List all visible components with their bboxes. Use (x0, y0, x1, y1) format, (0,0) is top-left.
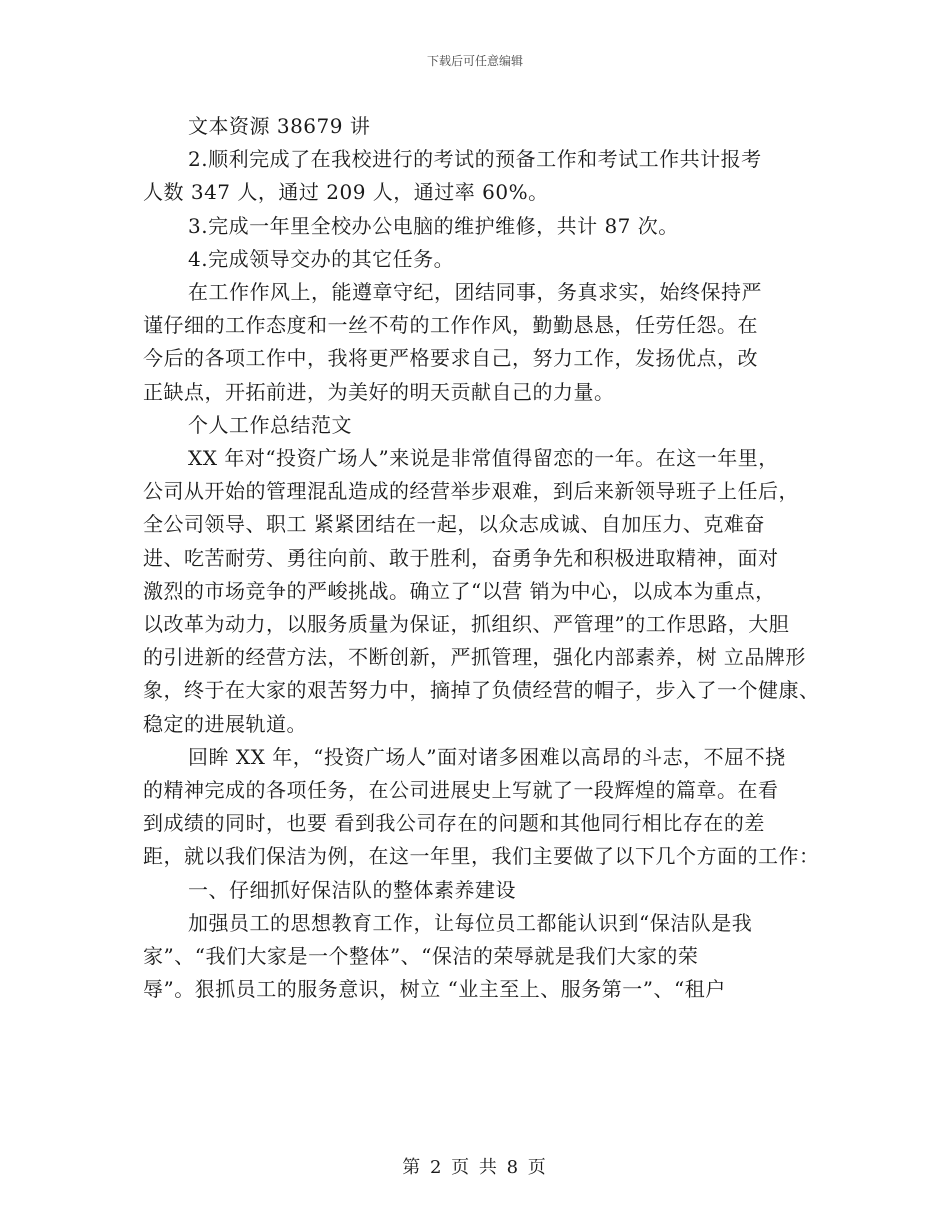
text-line: 加强员工的思想教育工作，让每位员工都能认识到“保洁队是我 (188, 910, 753, 935)
text-line: 人数 347 人，通过 209 人，通过率 60%。 (143, 180, 549, 205)
text-line: 今后的各项工作中，我将更严格要求自己，努力工作，发扬优点，改 (143, 346, 758, 371)
text-line: 4.完成领导交办的其它任务。 (188, 246, 455, 271)
text-line: 公司从开始的管理混乱造成的经营举步艰难，到后来新领导班子上任后， (143, 479, 799, 504)
text-line: 3.完成一年里全校办公电脑的维护维修，共计 87 次。 (188, 213, 679, 238)
text-line: 正缺点，开拓前进，为美好的明天贡献自己的力量。 (143, 379, 615, 404)
text-line: 文本资源 38679 讲 (188, 114, 371, 138)
text-line: 2.顺利完成了在我校进行的考试的预备工作和考试工作共计报考 (188, 147, 762, 172)
text-line: 全公司领导、职工 紧紧团结在一起，以众志成诚、自加压力、克难奋 (143, 512, 765, 537)
text-line: 激烈的市场竞争的严峻挑战。确立了“以营 销为中心，以成本为重点， (143, 578, 776, 603)
text-line: 以改革为动力，以服务质量为保证，抓组织、严管理”的工作思路，大胆 (143, 612, 790, 637)
text-line: 象，终于在大家的艰苦努力中，摘掉了负债经营的帽子，步入了一个健康、 (143, 678, 820, 703)
section-heading: 一、仔细抓好保洁队的整体素养建设 (188, 877, 516, 902)
page-footer: 第 2 页 共 8 页 (402, 1157, 548, 1178)
text-line: 谨仔细的工作态度和一丝不苟的工作作风，勤勤恳恳，任劳任怨。在 (143, 313, 758, 338)
page-header: 下载后可任意编辑 (426, 54, 523, 68)
text-line: 稳定的进展轨道。 (143, 711, 307, 736)
section-title: 个人工作总结范文 (188, 412, 352, 437)
text-line: 回眸 XX 年，“投资广场人”面对诸多困难以高昂的斗志，不屈不挠 (188, 744, 786, 769)
text-line: 到成绩的同时，也要 看到我公司存在的问题和其他同行相比存在的差 (143, 811, 765, 836)
text-line: XX 年对“投资广场人”来说是非常值得留恋的一年。在这一年里， (188, 446, 779, 471)
document-body (143, 110, 820, 1006)
text-line: 进、吃苦耐劳、勇往向前、敢于胜利，奋勇争先和积极进取精神，面对 (143, 545, 779, 570)
text-line: 的引进新的经营方法，不断创新，严抓管理，强化内部素养，树 立品牌形 (143, 645, 806, 670)
text-line: 距，就以我们保洁为例，在这一年里，我们主要做了以下几个方面的工作： (143, 844, 820, 869)
text-line: 家”、“我们大家是一个整体”、“保洁的荣辱就是我们大家的荣 (143, 944, 699, 969)
text-line: 辱”。狠抓员工的服务意识，树立 “业主至上、服务第一”、“租户 (143, 977, 726, 1002)
text-line: 的精神完成的各项任务，在公司进展史上写就了一段辉煌的篇章。在看 (143, 778, 779, 803)
text-line: 在工作作风上，能遵章守纪，团结同事，务真求实，始终保持严 (188, 280, 762, 305)
